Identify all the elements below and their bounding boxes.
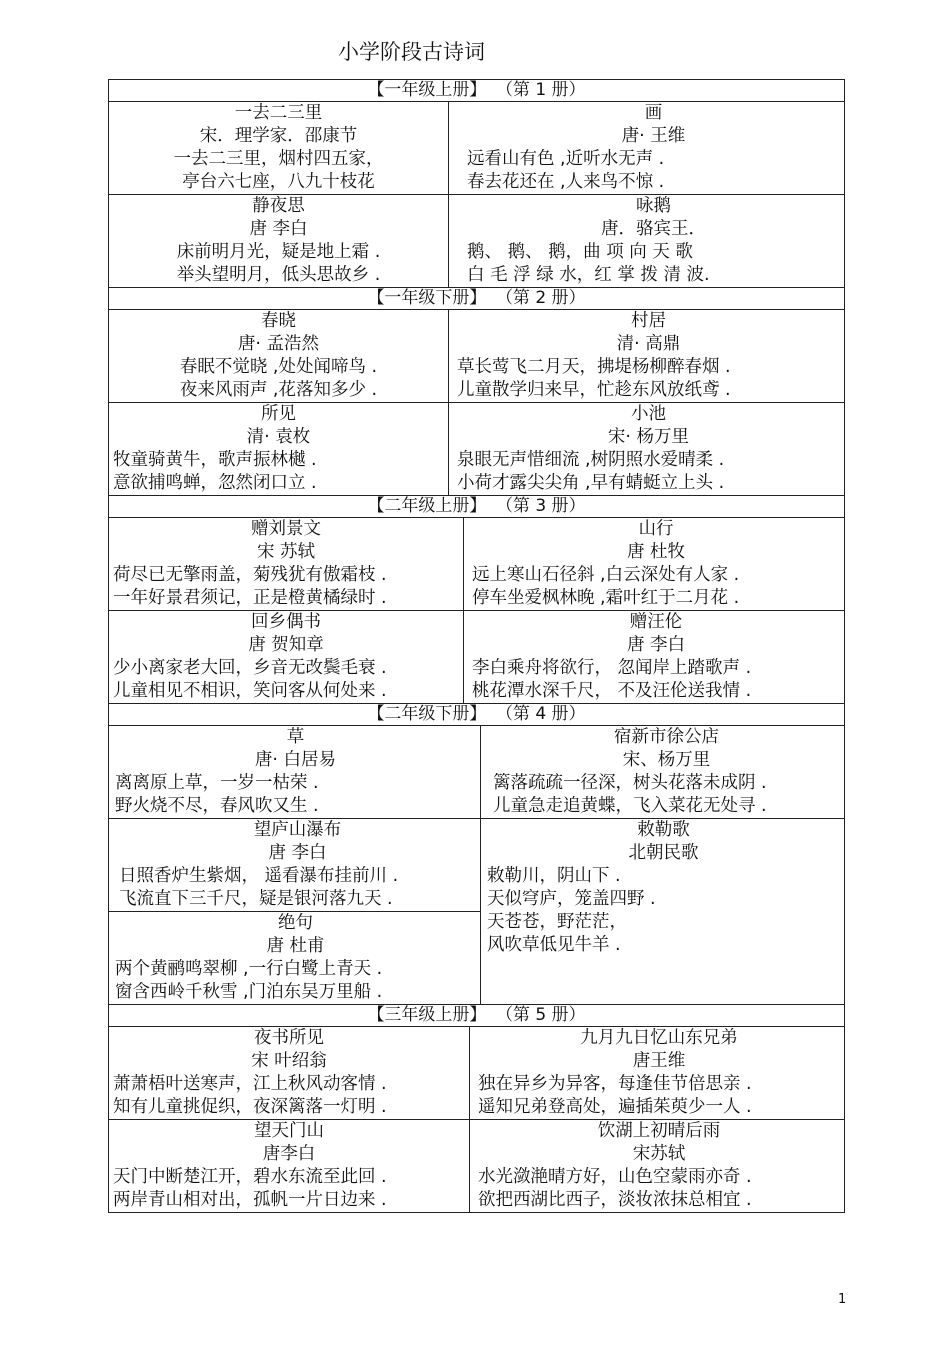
poem-line: 荷尽已无擎雨盖，菊残犹有傲霜枝 .	[113, 565, 387, 585]
poem-author: 唐王维	[632, 1051, 686, 1071]
poem-cell	[464, 518, 844, 610]
poem-line: 白 毛 浮 绿 水，红 掌 拨 清 波.	[467, 265, 710, 285]
volume-label: （第 4 册）	[504, 704, 586, 724]
grade-header	[109, 704, 844, 726]
poem-author: 宋苏轼	[632, 1144, 686, 1164]
poem-cell	[109, 194, 449, 287]
page-number: 1	[838, 1292, 847, 1307]
poem-line: 日照香炉生紫烟， 遥看瀑布挂前川 .	[119, 866, 399, 886]
poem-line: 一年好景君须记，正是橙黄橘绿时 .	[113, 588, 387, 608]
grade-label: 【一年级上册】	[367, 80, 487, 100]
poem-line: 水光潋滟晴方好，山色空蒙雨亦奇 .	[478, 1167, 752, 1187]
poem-grid	[109, 102, 844, 288]
poem-line: 飞流直下三千尺，疑是银河落九天 .	[119, 889, 393, 909]
poem-grid	[109, 518, 844, 704]
poem-stack	[109, 818, 481, 1004]
poem-author: 唐· 白居易	[254, 750, 337, 770]
poem-title: 画	[644, 103, 663, 123]
grade-header	[109, 80, 844, 102]
poem-author: 唐· 王维	[621, 126, 686, 146]
poem-title: 静夜思	[252, 196, 305, 216]
poem-line: 知有儿童挑促织，夜深篱落一灯明 .	[113, 1097, 387, 1117]
poem-line: 停车坐爱枫林晚 ,霜叶红于二月花 .	[472, 588, 740, 608]
poem-line: 儿童急走追黄蝶，飞入菜花无处寻 .	[493, 796, 767, 816]
poem-title: 望庐山瀑布	[253, 820, 342, 840]
volume-label: （第 3 册）	[504, 496, 586, 516]
poem-author: 唐 李白	[268, 843, 327, 863]
poem-line: 草长莺飞二月天，拂堤杨柳醉春烟 .	[457, 357, 731, 377]
poem-cell	[449, 194, 844, 287]
poem-grid	[109, 726, 844, 1005]
poem-line: 桃花潭水深千尺， 不及汪伦送我情 .	[472, 681, 752, 701]
poem-line: 离离原上草，一岁一枯荣 .	[115, 773, 319, 793]
poem-cell	[449, 102, 844, 194]
poem-cell	[481, 818, 844, 1004]
poem-title: 山行	[638, 519, 674, 539]
poem-line: 少小离家老大回，乡音无改鬓毛衰 .	[113, 658, 387, 678]
poem-line: 儿童相见不相识，笑问客从何处来 .	[113, 681, 387, 701]
poem-cell	[109, 1119, 470, 1212]
grade-label: 【三年级上册】	[367, 1005, 487, 1025]
poem-line: 欲把西湖比西子，淡妆浓抹总相宜 .	[478, 1190, 752, 1210]
poem-line: 远上寒山石径斜 ,白云深处有人家 .	[472, 565, 740, 585]
poem-author: 唐· 孟浩然	[237, 334, 320, 354]
grade-header	[109, 496, 844, 518]
poem-line: 窗含西岭千秋雪 ,门泊东吴万里船 .	[115, 982, 383, 1002]
poem-grid	[109, 310, 844, 496]
poem-line: 两岸青山相对出，孤帆一片日边来 .	[113, 1190, 387, 1210]
poem-line: 野火烧不尽，春风吹又生 .	[115, 796, 319, 816]
poem-line: 萧萧梧叶送寒声，江上秋风动客情 .	[113, 1074, 387, 1094]
poem-author: 宋· 杨万里	[607, 427, 690, 447]
poem-line: 泉眼无声惜细流 ,树阴照水爱晴柔 .	[457, 450, 725, 470]
poem-title: 望天门山	[254, 1121, 324, 1141]
poem-title: 绝句	[278, 913, 313, 933]
poem-cell	[109, 819, 480, 911]
poem-title: 赠汪伦	[629, 612, 683, 632]
poem-cell	[109, 310, 449, 402]
poem-title: 一去二三里	[234, 103, 323, 123]
poem-line: 一去二三里，烟村四五家，	[173, 149, 384, 169]
poem-line: 夜来风雨声 ,花落知多少 .	[179, 380, 378, 400]
poem-line: 春眠不觉晓 ,处处闻啼鸟 .	[179, 357, 378, 377]
poem-title: 村居	[631, 311, 666, 331]
poem-title: 夜书所见	[254, 1028, 324, 1048]
poem-author: 宋、杨万里	[622, 750, 711, 770]
poem-author: 北朝民歌	[628, 843, 699, 863]
poem-cell	[481, 726, 844, 818]
poem-line: 独在异乡为异客，每逢佳节倍思亲 .	[478, 1074, 752, 1094]
poem-cell	[109, 911, 480, 1004]
poem-title: 九月九日忆山东兄弟	[580, 1028, 738, 1048]
poem-line: 天似穹庐，笼盖四野 .	[487, 889, 656, 909]
volume-label: （第 5 册）	[504, 1005, 586, 1025]
poem-title: 宿新市徐公店	[614, 727, 719, 747]
grade-header	[109, 1005, 844, 1027]
poem-table	[108, 79, 845, 1213]
poem-author: 宋．理学家．邵康节	[199, 126, 358, 146]
poem-title: 春晓	[261, 311, 296, 331]
poem-line: 儿童散学归来早，忙趁东风放纸鸢 .	[457, 380, 731, 400]
poem-cell	[470, 1027, 844, 1119]
poem-author: 唐．骆宾王．	[601, 219, 706, 239]
poem-cell	[109, 402, 449, 495]
poem-author: 唐 杜甫	[266, 936, 325, 956]
poem-cell	[109, 518, 464, 610]
poem-line: 亭台六七座，八九十枝花	[182, 172, 375, 192]
poem-author: 宋 苏轼	[256, 542, 316, 562]
poem-line: 敕勒川，阴山下 .	[487, 866, 621, 886]
grade-label: 【一年级下册】	[367, 288, 487, 308]
poem-author: 唐 贺知章	[248, 635, 324, 655]
poem-line: 牧童骑黄牛，歌声振林樾 .	[113, 450, 317, 470]
poem-title: 小池	[631, 404, 666, 424]
poem-author: 唐 李白	[249, 219, 308, 239]
poem-title: 所见	[261, 404, 296, 424]
poem-line: 举头望明月，低头思故乡 .	[176, 265, 381, 285]
poem-line: 遥知兄弟登高处，遍插茱萸少一人 .	[478, 1097, 752, 1117]
poem-line: 春去花还在 ,人来鸟不惊 .	[467, 172, 665, 192]
poem-line: 两个黄鹂鸣翠柳 ,一行白鹭上青天 .	[115, 959, 383, 979]
grade-header	[109, 288, 844, 310]
poem-title: 饮湖上初晴后雨	[597, 1121, 721, 1141]
poem-line: 天门中断楚江开，碧水东流至此回 .	[113, 1167, 387, 1187]
poem-title: 赠刘景文	[251, 519, 321, 539]
poem-author: 宋 叶绍翁	[251, 1051, 327, 1071]
poem-cell	[109, 610, 464, 703]
poem-line: 小荷才露尖尖角 ,早有蜻蜓立上头 .	[457, 473, 725, 493]
poem-cell	[464, 610, 844, 703]
poem-author: 唐李白	[262, 1144, 316, 1164]
volume-label: （第 2 册）	[504, 288, 586, 308]
poem-author: 清· 高鼎	[616, 334, 681, 354]
poem-line: 篱落疏疏一径深，树头花落未成阴 .	[493, 773, 767, 793]
poem-line: 远看山有色 ,近听水无声 .	[467, 149, 665, 169]
poem-cell	[109, 102, 449, 194]
volume-label: （第 1 册）	[504, 80, 586, 100]
grade-label: 【二年级下册】	[367, 704, 487, 724]
poem-line: 床前明月光，疑是地上霜 .	[176, 242, 381, 262]
poem-title: 敕勒歌	[637, 820, 690, 840]
poem-cell	[109, 726, 481, 818]
poem-cell	[109, 1027, 470, 1119]
grade-label: 【二年级上册】	[367, 496, 487, 516]
poem-author: 唐 杜牧	[626, 542, 686, 562]
poem-title: 回乡偶书	[251, 612, 321, 632]
poem-grid	[109, 1027, 844, 1212]
poem-line: 天苍苍，野茫茫，	[487, 912, 627, 932]
poem-author: 唐 李白	[626, 635, 686, 655]
poem-title: 咏鹅	[636, 196, 671, 216]
poem-cell	[449, 310, 844, 402]
poem-line: 风吹草低见牛羊 .	[487, 935, 621, 955]
poem-cell	[470, 1119, 844, 1212]
poem-title: 草	[286, 727, 305, 747]
poem-author: 清· 袁枚	[246, 427, 311, 447]
poem-cell	[449, 402, 844, 495]
poem-line: 鹅、 鹅、 鹅，曲 项 向 天 歌	[467, 242, 693, 262]
poem-line: 意欲捕鸣蝉，忽然闭口立 .	[113, 473, 317, 493]
poem-line: 李白乘舟将欲行， 忽闻岸上踏歌声 .	[472, 658, 752, 678]
document-title: 小学阶段古诗词	[338, 40, 485, 64]
